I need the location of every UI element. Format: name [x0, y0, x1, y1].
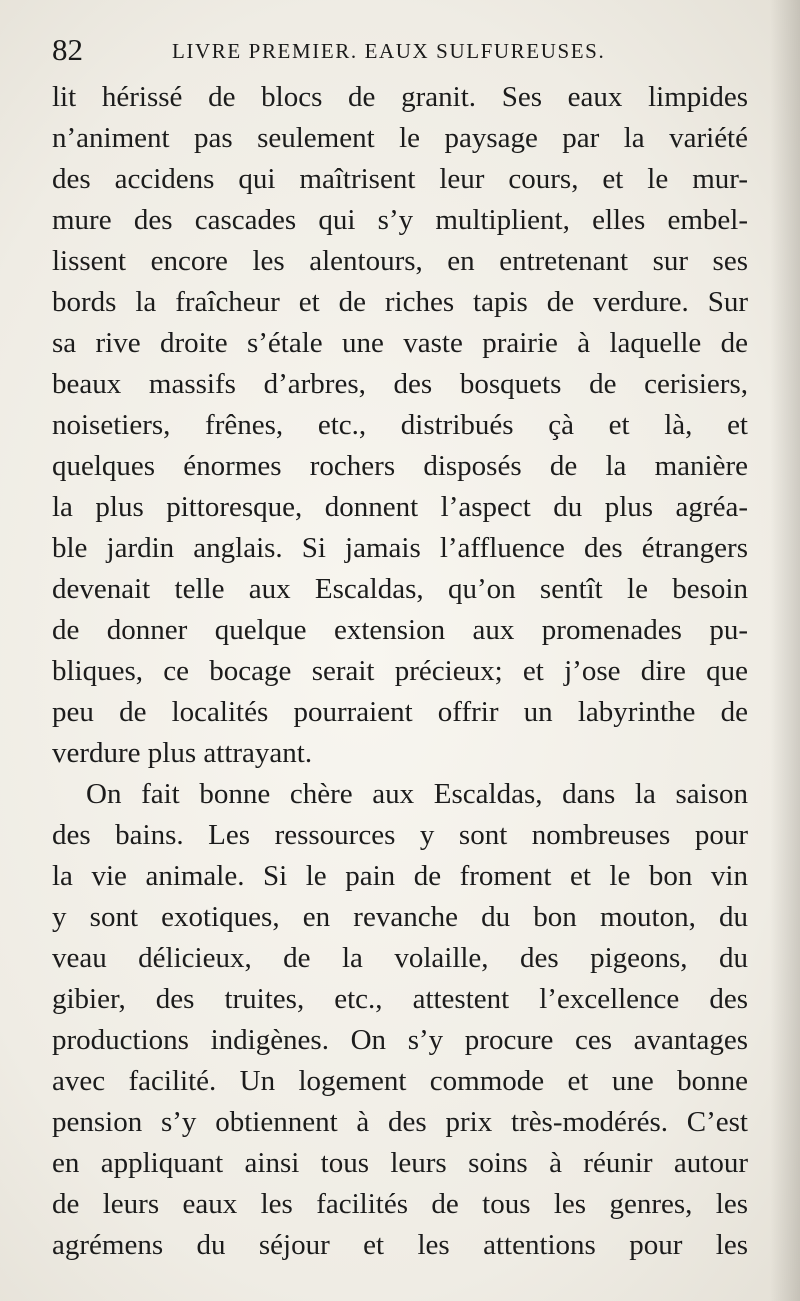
- text-line: de donner quelque extension aux promenades pu-: [52, 614, 748, 646]
- text-line: des bains. Les ressources y sont nombreuses pour: [52, 819, 748, 851]
- text-line: bliques, ce bocage serait précieux; et j’ose dire que: [52, 655, 748, 687]
- text-line: n’animent pas seulement le paysage par la variété: [52, 122, 748, 154]
- page-number: 82: [52, 32, 83, 67]
- text-line: ble jardin anglais. Si jamais l’affluence des étrangers: [52, 532, 748, 564]
- text-line: gibier, des truites, etc., attestent l’excellence des: [52, 983, 748, 1015]
- text-line: la plus pittoresque, donnent l’aspect du plus agréa-: [52, 491, 748, 523]
- text-line: lit hérissé de blocs de granit. Ses eaux limpides: [52, 81, 748, 113]
- text-line: noisetiers, frênes, etc., distribués çà et là, et: [52, 409, 748, 441]
- text-line: pension s’y obtiennent à des prix très-modérés. C’est: [52, 1106, 748, 1138]
- paragraph-start-line: On fait bonne chère aux Escaldas, dans la saison: [86, 778, 748, 810]
- text-line: mure des cascades qui s’y multiplient, elles embel-: [52, 204, 748, 236]
- page-header: [52, 30, 752, 70]
- text-line: devenait telle aux Escaldas, qu’on sentît le besoin: [52, 573, 748, 605]
- text-line: peu de localités pourraient offrir un labyrinthe de: [52, 696, 748, 728]
- text-line: de leurs eaux les facilités de tous les genres, les: [52, 1188, 748, 1220]
- text-line: sa rive droite s’étale une vaste prairie à laquelle de: [52, 327, 748, 359]
- body-text: [52, 77, 748, 1266]
- text-line: y sont exotiques, en revanche du bon mouton, du: [52, 901, 748, 933]
- text-line: beaux massifs d’arbres, des bosquets de cerisiers,: [52, 368, 748, 400]
- text-line: productions indigènes. On s’y procure ces avantages: [52, 1024, 748, 1056]
- text-line: des accidens qui maîtrisent leur cours, et le mur-: [52, 163, 748, 195]
- text-line: veau délicieux, de la volaille, des pigeons, du: [52, 942, 748, 974]
- running-head: LIVRE PREMIER. EAUX SULFUREUSES.: [172, 39, 606, 63]
- text-line: bords la fraîcheur et de riches tapis de verdure. Sur: [52, 286, 748, 318]
- text-line: quelques énormes rochers disposés de la manière: [52, 450, 748, 482]
- text-line: la vie animale. Si le pain de froment et le bon vin: [52, 860, 748, 892]
- paragraph-end-line: verdure plus attrayant.: [52, 737, 313, 769]
- text-line: agrémens du séjour et les attentions pour les: [52, 1229, 748, 1261]
- text-line: lissent encore les alentours, en entretenant sur ses: [52, 245, 748, 277]
- binding-shadow: [770, 0, 800, 1301]
- text-line: avec facilité. Un logement commode et une bonne: [52, 1065, 748, 1097]
- text-line: en appliquant ainsi tous leurs soins à réunir autour: [52, 1147, 748, 1179]
